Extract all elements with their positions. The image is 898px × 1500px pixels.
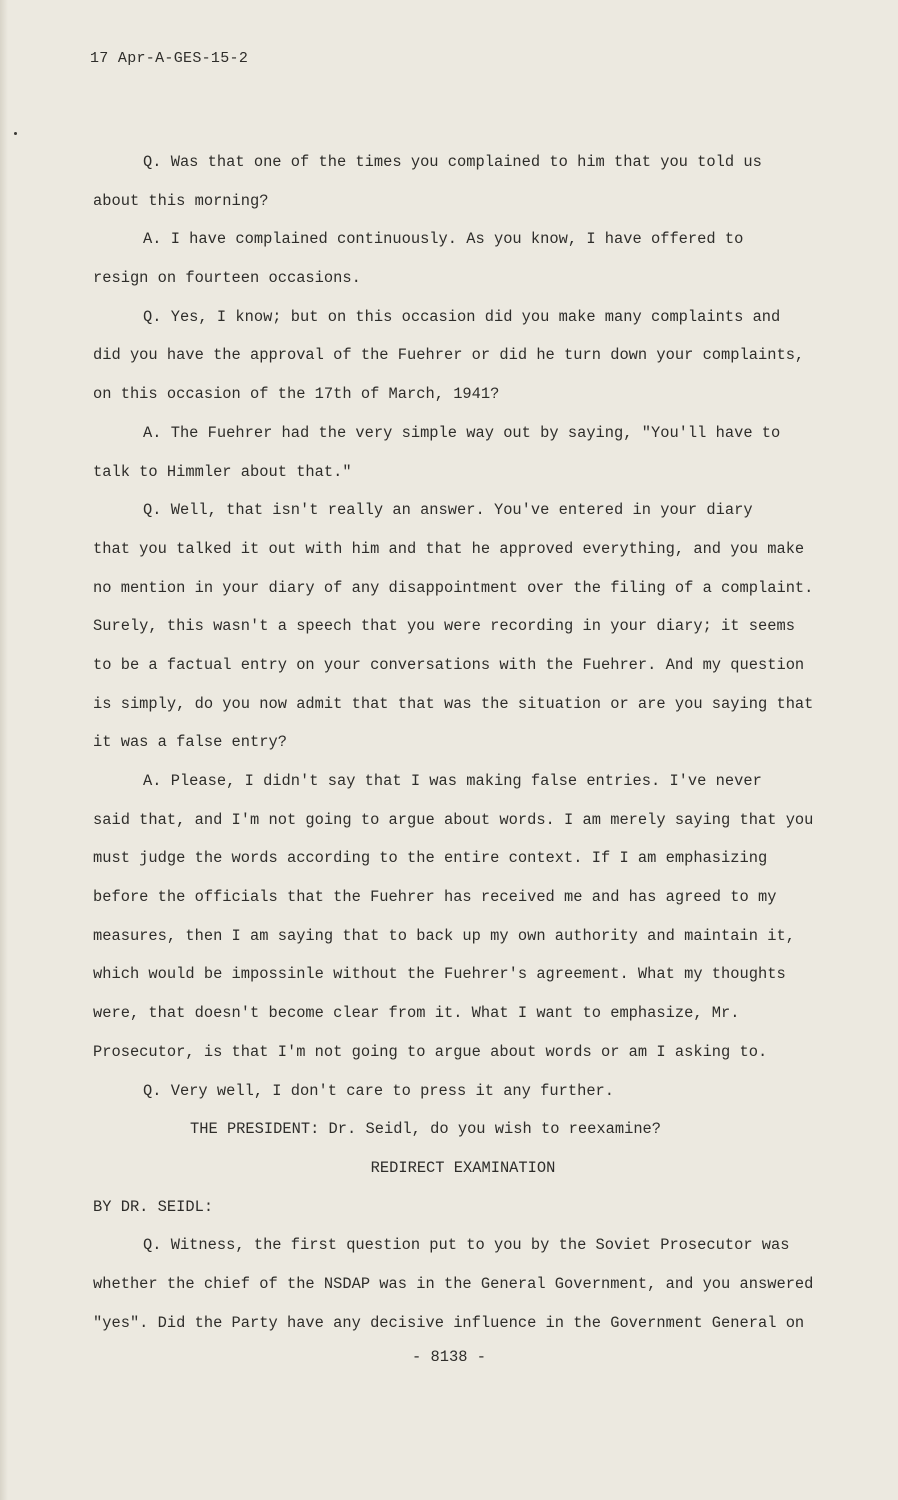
transcript-line: Surely, this wasn't a speech that you were recording in your diary; it seems	[93, 617, 795, 636]
document-header: 17 Apr-A-GES-15-2	[90, 50, 249, 67]
transcript-line: Q. Very well, I don't care to press it any further.	[143, 1081, 615, 1100]
transcript-line: Q. Witness, the first question put to you by the Soviet Prosecutor was	[143, 1236, 790, 1255]
transcript-line: no mention in your diary of any disappointment over the filing of a complaint.	[93, 578, 814, 597]
transcript-line: talk to Himmler about that."	[93, 462, 352, 481]
margin-mark	[14, 132, 17, 135]
transcript-line: is simply, do you now admit that that was the situation or are you saying that	[93, 694, 814, 713]
transcript-line: whether the chief of the NSDAP was in the General Government, and you answered	[93, 1274, 814, 1293]
transcript-line: Q. Was that one of the times you complained to him that you told us	[143, 153, 762, 171]
transcript-line: to be a factual entry on your conversations with the Fuehrer. And my question	[93, 655, 805, 674]
transcript-line: which would be impossinle without the Fuehrer's agreement. What my thoughts	[93, 965, 786, 984]
transcript-line: A. Please, I didn't say that I was making false entries. I've never	[143, 772, 762, 790]
transcript-body	[93, 143, 863, 1342]
transcript-line: it was a false entry?	[93, 733, 287, 752]
transcript-line: Q. Well, that isn't really an answer. You've entered in your diary	[143, 501, 753, 520]
transcript-line: Prosecutor, is that I'm not going to argue about words or am I asking to.	[93, 1042, 768, 1061]
transcript-line: Q. Yes, I know; but on this occasion did you make many complaints and	[143, 307, 781, 326]
transcript-line: must judge the words according to the entire context. If I am emphasizing	[93, 849, 768, 868]
transcript-line: before the officials that the Fuehrer has received me and has agreed to my	[93, 888, 777, 907]
examiner-line: BY DR. SEIDL:	[93, 1197, 214, 1216]
transcript-line: on this occasion of the 17th of March, 1941?	[93, 385, 500, 404]
transcript-line: about this morning?	[93, 191, 269, 210]
transcript-line: did you have the approval of the Fuehrer or did he turn down your complaints,	[93, 346, 805, 365]
transcript-line: that you talked it out with him and that he approved everything, and you make	[93, 539, 805, 558]
transcript-line: A. The Fuehrer had the very simple way out by saying, "You'll have to	[143, 423, 781, 442]
speaker-line: THE PRESIDENT: Dr. Seidl, do you wish to reexamine?	[190, 1120, 662, 1139]
section-heading: REDIRECT EXAMINATION	[370, 1158, 556, 1177]
transcript-line: resign on fourteen occasions.	[93, 269, 361, 288]
transcript-line: measures, then I am saying that to back up my own authority and maintain it,	[93, 926, 795, 945]
transcript-line: "yes". Did the Party have any decisive influence in the Government General on	[93, 1313, 805, 1332]
page-number: - 8138 -	[412, 1348, 486, 1366]
transcript-line: A. I have complained continuously. As you know, I have offered to	[143, 230, 744, 249]
page-edge	[0, 0, 8, 1500]
transcript-line: said that, and I'm not going to argue about words. I am merely saying that you	[93, 810, 814, 829]
transcript-line: were, that doesn't become clear from it. What I want to emphasize, Mr.	[93, 1004, 740, 1023]
